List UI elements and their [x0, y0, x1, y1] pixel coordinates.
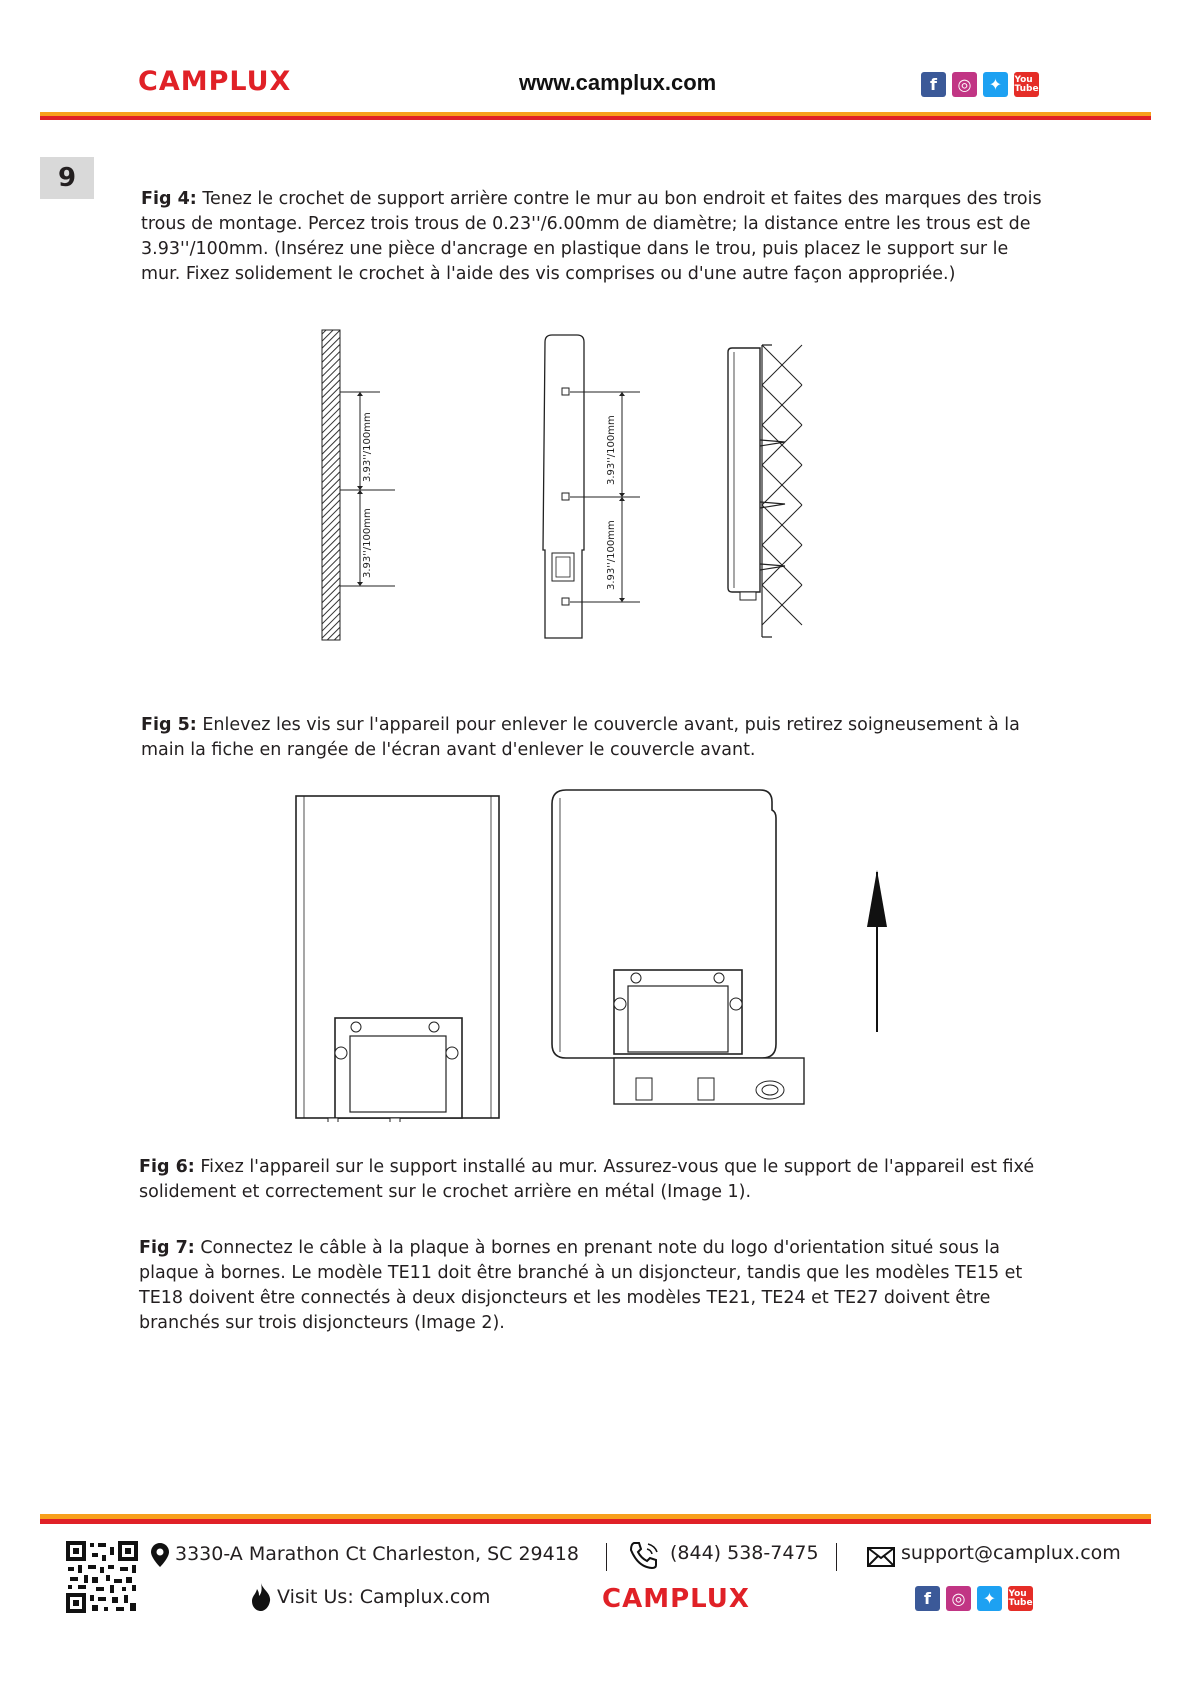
- footer-separator-1: [606, 1543, 607, 1571]
- front-cover-drawing: [296, 796, 499, 1122]
- footer-address: 3330-A Marathon Ct Charleston, SC 29418: [175, 1543, 579, 1565]
- bracket-drawing: [543, 335, 640, 638]
- instagram-icon[interactable]: ◎: [946, 1586, 971, 1611]
- flame-icon: [251, 1583, 271, 1611]
- bracket-dim-label-lower: 3.93''/100mm: [606, 520, 617, 590]
- fig5-diagram: [290, 782, 910, 1122]
- fig4-label: Fig 4:: [141, 189, 197, 209]
- twitter-icon[interactable]: ✦: [983, 72, 1008, 97]
- fig5-text: Enlevez les vis sur l'appareil pour enlever le couvercle avant, puis retirez soigneusement à la main la fiche en rangée de l'écran avant d'enlever le couvercle avant.: [141, 715, 1020, 760]
- mounted-side-view-drawing: [728, 345, 802, 637]
- header-brand-logo: CAMPLUX: [138, 66, 292, 97]
- fig5-label: Fig 5:: [141, 715, 197, 735]
- facebook-icon[interactable]: f: [921, 72, 946, 97]
- fig5-paragraph: [141, 713, 1046, 763]
- fig4-text: Tenez le crochet de support arrière contre le mur au bon endroit et faites des marques des trois trous de montage. Percez trois trous de 0.23''/6.00mm de diamètre; la distance entre les trous est de 3.93''/100mm. (Insérez une pièce d'ancrage en plastique dans le trou, puis placez le support sur le mur. Fixez solidement le crochet à l'aide des vis comprises ou d'une autre façon appropriée.): [141, 189, 1042, 284]
- bracket-dim-label-upper: 3.93''/100mm: [606, 415, 617, 485]
- facebook-icon[interactable]: f: [915, 1586, 940, 1611]
- footer-social-icons: [915, 1586, 1033, 1611]
- mail-icon: [867, 1547, 895, 1567]
- footer-phone[interactable]: (844) 538-7475: [670, 1542, 819, 1564]
- fig7-paragraph: [139, 1236, 1054, 1336]
- opened-unit-drawing: [552, 790, 804, 1104]
- wall-section-drawing: [322, 330, 395, 640]
- wall-dim-label-lower: 3.93''/100mm: [362, 508, 373, 578]
- header-stripe-red: [40, 116, 1151, 120]
- fig6-label: Fig 6:: [139, 1157, 195, 1177]
- fig6-text: Fixez l'appareil sur le support installé au mur. Assurez-vous que le support de l'appareil est fixé solidement et correctement sur le crochet arrière en métal (Image 1).: [139, 1157, 1035, 1202]
- fig4-diagram: [300, 320, 900, 650]
- fig7-label: Fig 7:: [139, 1238, 195, 1258]
- fig7-text: Connectez le câble à la plaque à bornes en prenant note du logo d'orientation situé sous la plaque à bornes. Le modèle TE11 doit être branché à un disjoncteur, tandis que les modèles TE15 et TE18 doivent être connectés à deux disjoncteurs et les modèles TE21, TE24 et TE27 doivent être branchés sur trois disjoncteurs (Image 2).: [139, 1238, 1023, 1333]
- youtube-icon[interactable]: You Tube: [1014, 72, 1039, 97]
- fig4-paragraph: [141, 187, 1046, 287]
- header-social-icons: [921, 72, 1039, 97]
- twitter-icon[interactable]: ✦: [977, 1586, 1002, 1611]
- page-number: 9: [40, 157, 94, 199]
- lift-direction-arrow-icon: [867, 870, 887, 1032]
- footer-brand-logo: CAMPLUX: [602, 1584, 750, 1614]
- wall-dim-label-upper: 3.93''/100mm: [362, 412, 373, 482]
- fig6-paragraph: [139, 1155, 1064, 1205]
- footer-separator-2: [836, 1543, 837, 1571]
- location-pin-icon: [151, 1543, 169, 1567]
- qr-code-icon[interactable]: [66, 1541, 138, 1613]
- youtube-icon[interactable]: You Tube: [1008, 1586, 1033, 1611]
- instagram-icon[interactable]: ◎: [952, 72, 977, 97]
- footer-stripe-red: [40, 1519, 1151, 1524]
- footer-email[interactable]: support@camplux.com: [901, 1542, 1121, 1564]
- footer-visit-link[interactable]: Visit Us: Camplux.com: [277, 1586, 491, 1608]
- phone-icon: [628, 1540, 662, 1570]
- header-website[interactable]: www.camplux.com: [519, 70, 717, 95]
